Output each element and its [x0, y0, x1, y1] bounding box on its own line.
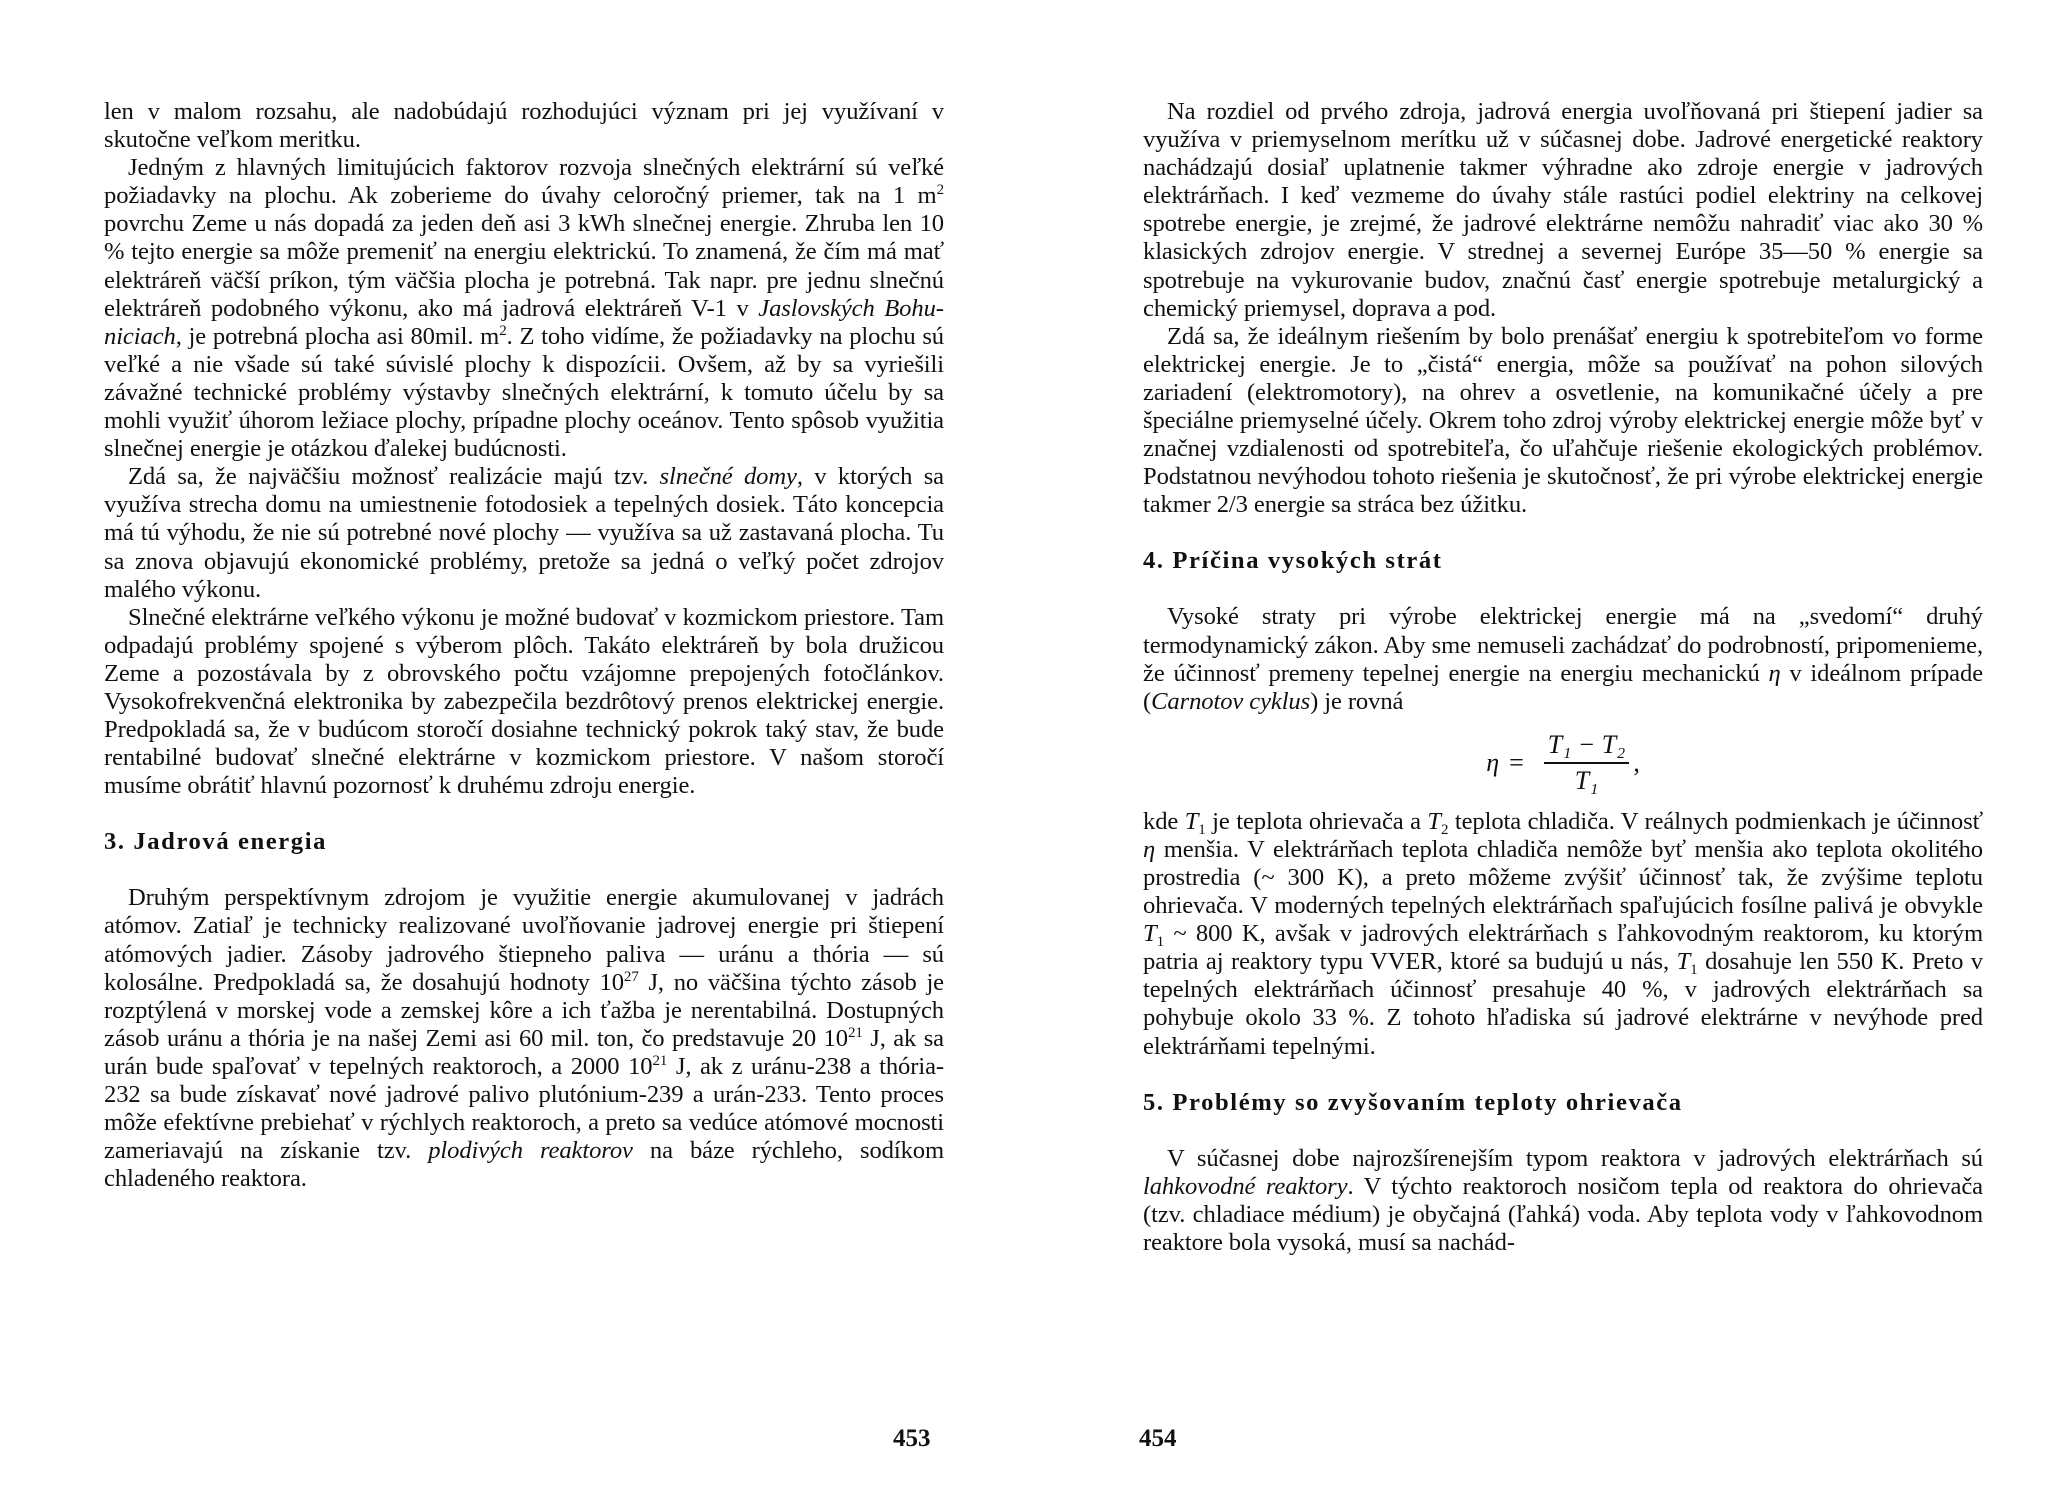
- paragraph: [1143, 98, 1983, 323]
- superscript: 27: [623, 968, 639, 985]
- paragraph: [104, 463, 944, 603]
- text-run: V súčasnej dobe najrozšírenejším typom reaktora v jadrových elektrárňach sú: [1167, 1144, 1983, 1172]
- text-run: , je potrebná plocha asi 80mil. m: [175, 322, 500, 350]
- page-number-right: 454: [1139, 1425, 1177, 1452]
- italic-term: slnečné domy: [659, 463, 797, 491]
- text-run: Zdá sa, že najväčšiu možnosť realizácie majú tzv.: [128, 463, 660, 491]
- paragraph: [104, 154, 944, 463]
- italic-term: Jaslovských Bohuniciach: [104, 294, 944, 350]
- text-run: dosahuje len 550 K. Preto v tepelných elektrárňach účinnosť presahuje 40 %, v jadrových elektrárňach sa pohybuje okolo 33 %. Z tohoto hľadiska sú jadrové elektrárne v nevýhode pred elektrárňami tepelnými.: [1143, 948, 1983, 1060]
- text-run: na báze rýchleho, sodíkom chladeného reaktora.: [104, 1137, 944, 1193]
- text-run: v ideálnom prípade (: [1143, 659, 1984, 715]
- text-run: ~ 800 K, avšak v jadrových elektrárňach s ľahkovodným reaktorom, ku ktorým patria aj reaktory typu VVER, ktoré sa budujú u nás,: [1143, 920, 1983, 976]
- text-run: J, no väčšina týchto zásob je rozptýlená v morskej vode a zemskej kôre a ich ťažba je nerentabilná. Dostupných zásob uránu a thória je na našej Zemi asi 60 mil. ton, čo predstavuje 20 10: [104, 968, 945, 1052]
- section-heading-jadrova-energia: 3. Jadrová energia: [104, 828, 328, 856]
- formula-lhs: η: [1486, 747, 1500, 777]
- section-heading-problemy-ohrievaca: 5. Problémy so zvyšovaním teploty ohrievača: [1143, 1088, 1683, 1116]
- right-page: [1143, 98, 1983, 1257]
- text-run: Jedným z hlavných limitujúcich faktorov rozvoja slnečných elektrární sú veľké požiadavky na plochu. Ak zoberieme do úvahy celoročný priemer, tak na 1 m: [104, 154, 944, 210]
- left-page-intro-paragraphs: [104, 98, 944, 800]
- carnot-efficiency-formula: [1143, 730, 1983, 796]
- paragraph: [104, 884, 944, 1193]
- section-heading-pricina-vysokych-strat: 4. Príčina vysokých strát: [1143, 547, 1443, 575]
- subscript: 1: [1198, 821, 1206, 838]
- formula-equals: =: [1509, 747, 1524, 777]
- text-run: Na rozdiel od prvého zdroja, jadrová energia uvoľňovaná pri štiepení jadier sa využíva v priemyselnom merítku už v súčasnej dobe. Jadrové energetické reaktory nachádzajú dosiaľ uplatnenie takmer výhradne ako zdroje energie v jadrových elektrárňach. I keď vezmeme do úvahy stále rastúci podiel elektriny na celkovej spotrebe energie, je zrejmé, že jadrové elektrárne nemôžu nahradiť viac ako 30 % klasických zdrojov energie. V strednej a severnej Európe 35—50 % energie sa spotrebuje na vykurovanie budov, značnú časť energie spotrebuje metalurgický a chemický priemysel, doprava a pod.: [1143, 98, 1983, 322]
- text-run: . Z toho vidíme, že požiadavky na plochu sú veľké a nie všade sú také súvislé plochy k dispozícii. Ovšem, až by sa vyriešili závažné technické problémy výstavby slnečných elektrární, k tomuto účelu by sa mohli využiť úhorom ležiace plochy, prípadne plochy oceánov. Tento spôsob využitia slnečnej energie je otázkou ďalekej budúcnosti.: [104, 322, 944, 463]
- page-number-left: 453: [893, 1425, 931, 1452]
- superscript: 21: [847, 1024, 863, 1041]
- italic-term: Carnotov cyklus: [1151, 687, 1311, 715]
- text-run: Vysoké straty pri výrobe elektrickej energie má na „svedomí“ druhý termodynamický zákon. Aby sme nemuseli zachádzať do podrobností, pripomenieme, že účinnosť premeny tepelnej energie na energiu mechanickú: [1143, 603, 1983, 687]
- formula-trailing-comma: ,: [1633, 747, 1640, 777]
- formula-fraction: [1544, 730, 1630, 796]
- italic-term: plodivých reaktorov: [428, 1137, 633, 1165]
- text-run: teplota chladiča. V reálnych podmienkach je účinnosť: [1448, 807, 1983, 835]
- italic-term: T: [1184, 807, 1199, 835]
- paragraph: [1143, 323, 1983, 520]
- formula-denominator: T₁: [1574, 765, 1599, 795]
- italic-term: η: [1143, 835, 1156, 863]
- italic-term: T: [1676, 948, 1691, 976]
- text-run: ) je rovná: [1310, 687, 1404, 715]
- text-run: J, ak sa urán bude spaľovať v tepelných reaktoroch, a 2000 10: [104, 1024, 945, 1080]
- italic-term: η: [1768, 659, 1781, 687]
- paragraph-second-law: [1143, 603, 1983, 715]
- text-run: je teplota ohrievača a: [1205, 807, 1428, 835]
- subscript: 2: [1440, 821, 1449, 838]
- superscript: 2: [936, 182, 944, 199]
- paragraph: [104, 98, 944, 154]
- text-run: Zdá sa, že ideálnym riešením by bolo prenášať energiu k spotrebiteľom vo forme elektrickej energie. Je to „čistá“ energia, môže sa používať na pohon silových zariadení (elektromotory), na ohrev a osvetlenie, na komunikačné účely a pre špeciálne priemyselné účely. Okrem toho zdroj výroby elektrickej energie môže byť v značnej vzdialenosti od spotrebiteľa, čo uľahčuje riešenie ekologických problémov. Podstatnou nevýhodou tohoto riešenia je skutočnosť, že pri výrobe elektrickej energie takmer 2/3 energie sa stráca bez úžitku.: [1143, 322, 1983, 519]
- text-run: povrchu Zeme u nás dopadá za jeden deň asi 3 kWh slnečnej energie. Zhruba len 10 % tejto energie sa môže premeniť na energiu elektrickú. To znamená, že čím má mať elektráreň väčší príkon, tým väčšia plocha je potrebná. Tak napr. pre jednu slnečnú elektráreň podobného výkonu, ako má jadrová elektráreň V-1 v: [104, 210, 944, 322]
- text-run: len v malom rozsahu, ale nadobúdajú rozhodujúci význam pri jej využívaní v skutočne veľkom meritku.: [104, 98, 944, 154]
- superscript: 21: [652, 1052, 668, 1069]
- text-run: . V týchto reaktoroch nosičom tepla od reaktora do ohrievača (tzv. chladiace médium) je obyčajná (ľahká) voda. Aby teplota vody v ľahkovodnom reaktore bola vysoká, musí sa nachád-: [1143, 1172, 1983, 1256]
- italic-term: T: [1427, 807, 1441, 835]
- text-run: Druhým perspektívnym zdrojom je využitie energie akumulovanej v jadrách atómov. Zatiaľ je technicky realizované uvoľňovanie jadrovej energie pri štiepení atómových jadier. Zásoby jadrového štiepneho paliva — uránu a thória — sú kolosálne. Predpokladá sa, že dosahujú hodnoty 10: [104, 884, 944, 996]
- italic-term: T: [1143, 920, 1157, 948]
- paragraph-lightwater-reactors: [1143, 1145, 1983, 1257]
- subscript: 1: [1690, 962, 1698, 979]
- superscript: 2: [499, 322, 507, 339]
- left-page: [104, 98, 944, 1193]
- text-run: , v ktorých sa využíva strecha domu na umiestnenie fotodosiek a tepelných dosiek. Táto koncepcia má tú výhodu, že nie sú potrebné nové plochy — využíva sa už zastavaná plocha. Tu sa znova objavujú ekonomické problémy, pretože sa jedná o veľký počet zdrojov malého výkonu.: [104, 463, 944, 603]
- left-page-section-paragraphs: [104, 884, 944, 1193]
- text-run: menšia. V elektrárňach teplota chladiča nemôže byť menšia ako teplota okolitého prostredia (~ 300 K), a preto môžeme zvýšiť účinnosť tak, že zvýšime teplotu ohrievača. V moderných tepelných elektrárňach spaľujúcich fosílne palivá je obvykle: [1143, 835, 1983, 920]
- text-run: kde: [1143, 807, 1185, 835]
- right-page-intro-paragraphs: [1143, 98, 1983, 519]
- text-run: J, ak z uránu-238 a thória-232 sa bude získavať nové jadrové palivo plutónium-239 a urán-233. Tento proces môže efektívne prebiehať v rýchlych reaktoroch, a preto sa vedúce atómové mocnosti zameriavajú na získanie tzv.: [104, 1052, 944, 1165]
- paragraph-temperatures: [1143, 808, 1983, 1061]
- italic-term: lahkovodné reaktory: [1143, 1172, 1348, 1200]
- paragraph: [104, 604, 944, 801]
- subscript: 1: [1156, 934, 1164, 951]
- formula-numerator: T₁ − T₂: [1544, 730, 1630, 764]
- text-run: Slnečné elektrárne veľkého výkonu je možné budovať v kozmickom priestore. Tam odpadajú problémy spojené s výberom plôch. Takáto elektráreň by bola družicou Zeme a pozostávala by z obrovského počtu vzájomne prepojených fotočlánkov. Vysokofrekvenčná elektronika by zabezpečila bezdrôtový prenos elektrickej energie. Predpokladá sa, že v budúcom storočí dosiahne technický pokrok taký stav, že bude rentabilné budovať slnečné elektrárne v kozmickom priestore. V našom storočí musíme obrátiť hlavnú pozornosť k druhému zdroju energie.: [104, 603, 944, 800]
